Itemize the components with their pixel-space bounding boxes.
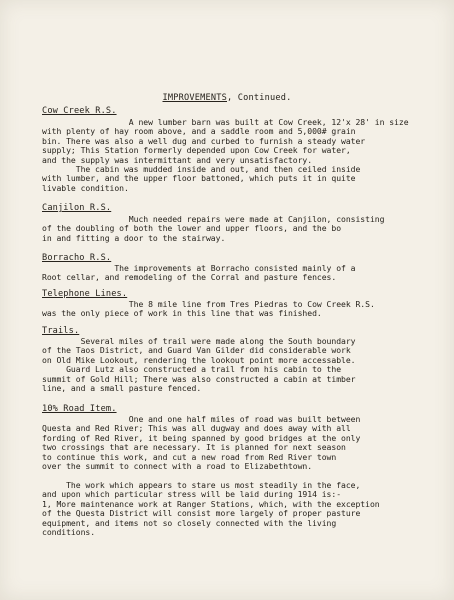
section-line: on Old Mike Lookout, rendering the lookout point more accessable.: [42, 354, 356, 365]
section-line: was the only piece of work in this line that was finished.: [42, 308, 322, 319]
section-cow-creek: [42, 106, 430, 193]
section-line: over the summit to connect with a road to Elizabethtown.: [42, 461, 313, 472]
section-line: in and fitting a door to the stairway.: [42, 232, 226, 243]
section-line: to continue this work, and cut a new road from Red River town: [42, 451, 337, 462]
section-line: A new lumber barn was built at Cow Creek, 12'x 28' in size: [42, 117, 409, 127]
section-title: Canjilon R.S.: [42, 203, 112, 213]
heading-suffix: , Continued.: [227, 93, 292, 103]
section-line: The 8 mile line from Tres Piedras to Cow Creek R.S.: [42, 299, 375, 309]
section-line: The improvements at Borracho consisted mainly of a: [42, 263, 356, 273]
section-line: of the Taos District, and Guard Van Gilder did considerable work: [42, 345, 351, 356]
section-line: The work which appears to stare us most steadily in the face,: [42, 480, 361, 490]
section-title: Borracho R.S.: [42, 253, 112, 263]
section-line: equipment, and items not so closely connected with the living: [42, 517, 337, 528]
section-line: Root cellar, and remodeling of the Corral and pasture fences.: [42, 272, 337, 283]
section-line: livable condition.: [42, 182, 129, 193]
section-line: of the Questa District will consist more largely of proper pasture: [42, 508, 361, 519]
section-line: with lumber, and the upper floor battoned, which puts it in quite: [42, 173, 356, 184]
section-line: two crossings that are necessary. It is planned for next season: [42, 442, 346, 453]
section-line: conditions.: [42, 527, 96, 538]
section-line: Guard Lutz also constructed a trail from his cabin to the: [42, 364, 342, 375]
heading-row: [0, 85, 454, 104]
section-line: with plenty of hay room above, and a saddle room and 5,000# grain: [42, 126, 356, 137]
section-line: 1, More maintenance work at Ranger Stations, which, with the exception: [42, 498, 380, 509]
section-line: and upon which particular stress will be laid during 1914 is:-: [42, 489, 342, 500]
section-title: Cow Creek R.S.: [42, 106, 117, 116]
section-road-item: [42, 404, 430, 471]
section-title: 10% Road Item.: [42, 404, 117, 414]
section-line: Questa and Red River; This was all dugway and does away with all: [42, 423, 351, 434]
section-line: The cabin was mudded inside and out, and then ceiled inside: [42, 164, 361, 175]
section-line: One and one half miles of road was built between: [42, 414, 361, 424]
section-line: fording of Red River, it being spanned by good bridges at the only: [42, 432, 361, 443]
section-telephone-lines: [42, 289, 430, 319]
section-title: Trails.: [42, 326, 80, 336]
section-line: summit of Gold Hill; There was also constructed a cabin at timber: [42, 373, 356, 384]
section-line: supply; This Station formerly depended upon Cow Creek for water,: [42, 145, 351, 156]
section-line: Much needed repairs were made at Canjilon, consisting: [42, 214, 385, 224]
section-line: of the doubling of both the lower and upper floors, and the bo: [42, 223, 342, 234]
section-trails: [42, 326, 430, 393]
section-borracho: [42, 253, 430, 283]
heading-title: IMPROVEMENTS: [162, 93, 227, 103]
section-line: and the supply was intermittant and very unsatisfactory.: [42, 154, 313, 165]
closing-paragraph: [42, 481, 430, 537]
section-canjilon: [42, 203, 430, 243]
page-heading: [163, 93, 292, 103]
section-line: bin. There was also a well dug and curbed to furnish a steady water: [42, 135, 366, 146]
section-line: line, and a small pasture fenced.: [42, 383, 202, 394]
section-title: Telephone Lines.: [42, 289, 128, 299]
section-line: Several miles of trail were made along the South boundary: [42, 336, 356, 346]
